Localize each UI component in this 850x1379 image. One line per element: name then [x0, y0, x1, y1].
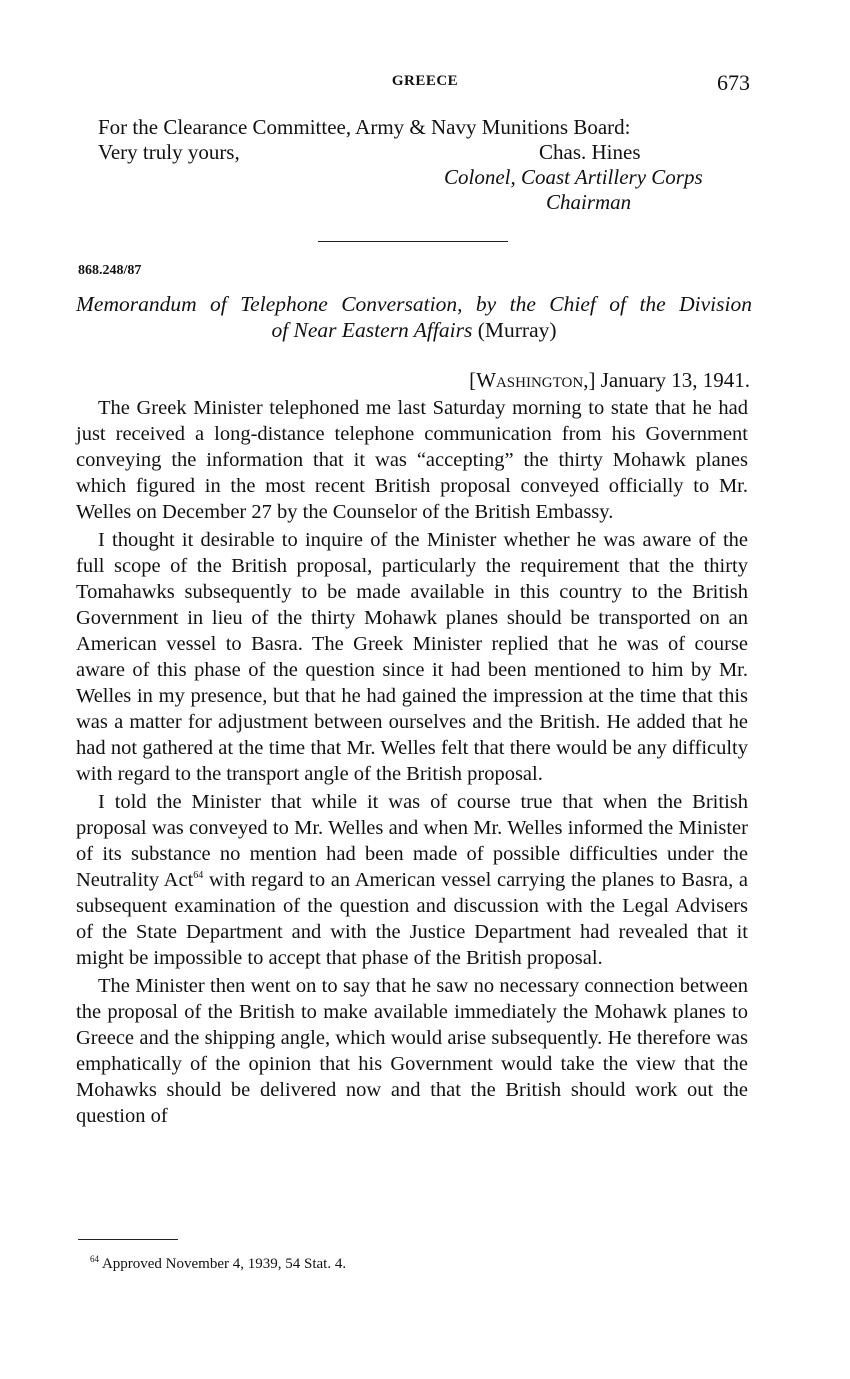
- paragraph-3: [76, 789, 748, 971]
- salutation: Very truly yours,: [98, 140, 240, 164]
- letter-closing: [98, 115, 750, 215]
- running-head: [0, 70, 850, 100]
- footnote: [90, 1256, 346, 1273]
- dateline-date: January 13, 1941.: [600, 368, 750, 392]
- dateline: [469, 368, 750, 393]
- signer-role: Chairman: [546, 190, 632, 214]
- paragraph-3-part-b: with regard to an American vessel carrying the planes to Basra, a subsequent examination of the question and discussion with the Legal Advisers of the State Department and with the Justice Department had revealed that it might be impossible to accept that phase of the British proposal.: [76, 869, 748, 969]
- paragraph-1: The Greek Minister telephoned me last Saturday morning to state that he had just received a long-distance telephone communication from his Government conveying the information that it was “accepting” the thirty Mohawk planes which figured in the most recent British proposal conveyed officially to Mr. Welles on December 27 by the Counselor of the British Embassy.: [76, 397, 748, 523]
- paragraph-4: The Minister then went on to say that he saw no necessary connection between the proposal of the British to make available immediately the Mohawk planes to Greece and the shipping angle, which would arise subsequently. He therefore was emphatically of the opinion that his Government would take the view that the Mohawks should be delivered now and that the British should work out the question of: [76, 975, 748, 1127]
- signer-name: Chas. Hines: [539, 140, 641, 164]
- title-line-2-text: of Near Eastern Affairs: [271, 318, 473, 342]
- paragraph-2: I thought it desirable to inquire of the Minister whether he was aware of the full scope of the British proposal, particularly the requirement that the thirty Tomahawks subsequently to be made available in this country to the British Government in lieu of the thirty Mohawk planes should be transported on an American vessel to Basra. The Greek Minister replied that he was of course aware of this phase of the question since it had been mentioned to him by Mr. Welles in my presence, but that he had gained the impression at the time that this was a matter for adjustment between ourselves and the British. He added that he had not gathered at the time that Mr. Welles felt that there would be any difficulty with regard to the transport angle of the British proposal.: [76, 529, 748, 785]
- document-title: [76, 291, 752, 343]
- page-number: 673: [717, 70, 750, 95]
- footnote-number: 64: [90, 1254, 99, 1264]
- footnote-divider: [78, 1239, 178, 1240]
- dateline-place: [Washington,]: [469, 368, 596, 392]
- footnote-reference: 64: [193, 870, 204, 882]
- footnote-text: Approved November 4, 1939, 54 Stat. 4.: [101, 1256, 347, 1272]
- running-head-title: GREECE: [391, 73, 459, 89]
- file-number: 868.248/87: [78, 263, 142, 278]
- memorandum-body: [76, 395, 748, 1131]
- paragraph-3-part-a: I told the Minister that while it was of course true that when the British proposal was conveyed to Mr. Welles and when Mr. Welles informed the Minister of its substance no mention had been made of possible difficulties under the Neutrality Act: [76, 791, 748, 891]
- title-line-1: Memorandum of Telephone Conversation, by the Chief of the Division: [76, 292, 752, 316]
- closing-line: For the Clearance Committee, Army & Navy Munitions Board:: [98, 115, 631, 139]
- signer-rank: Colonel, Coast Artillery Corps: [444, 165, 703, 189]
- title-author: (Murray): [477, 318, 557, 342]
- section-divider: [318, 241, 508, 242]
- title-line-2: [76, 317, 752, 343]
